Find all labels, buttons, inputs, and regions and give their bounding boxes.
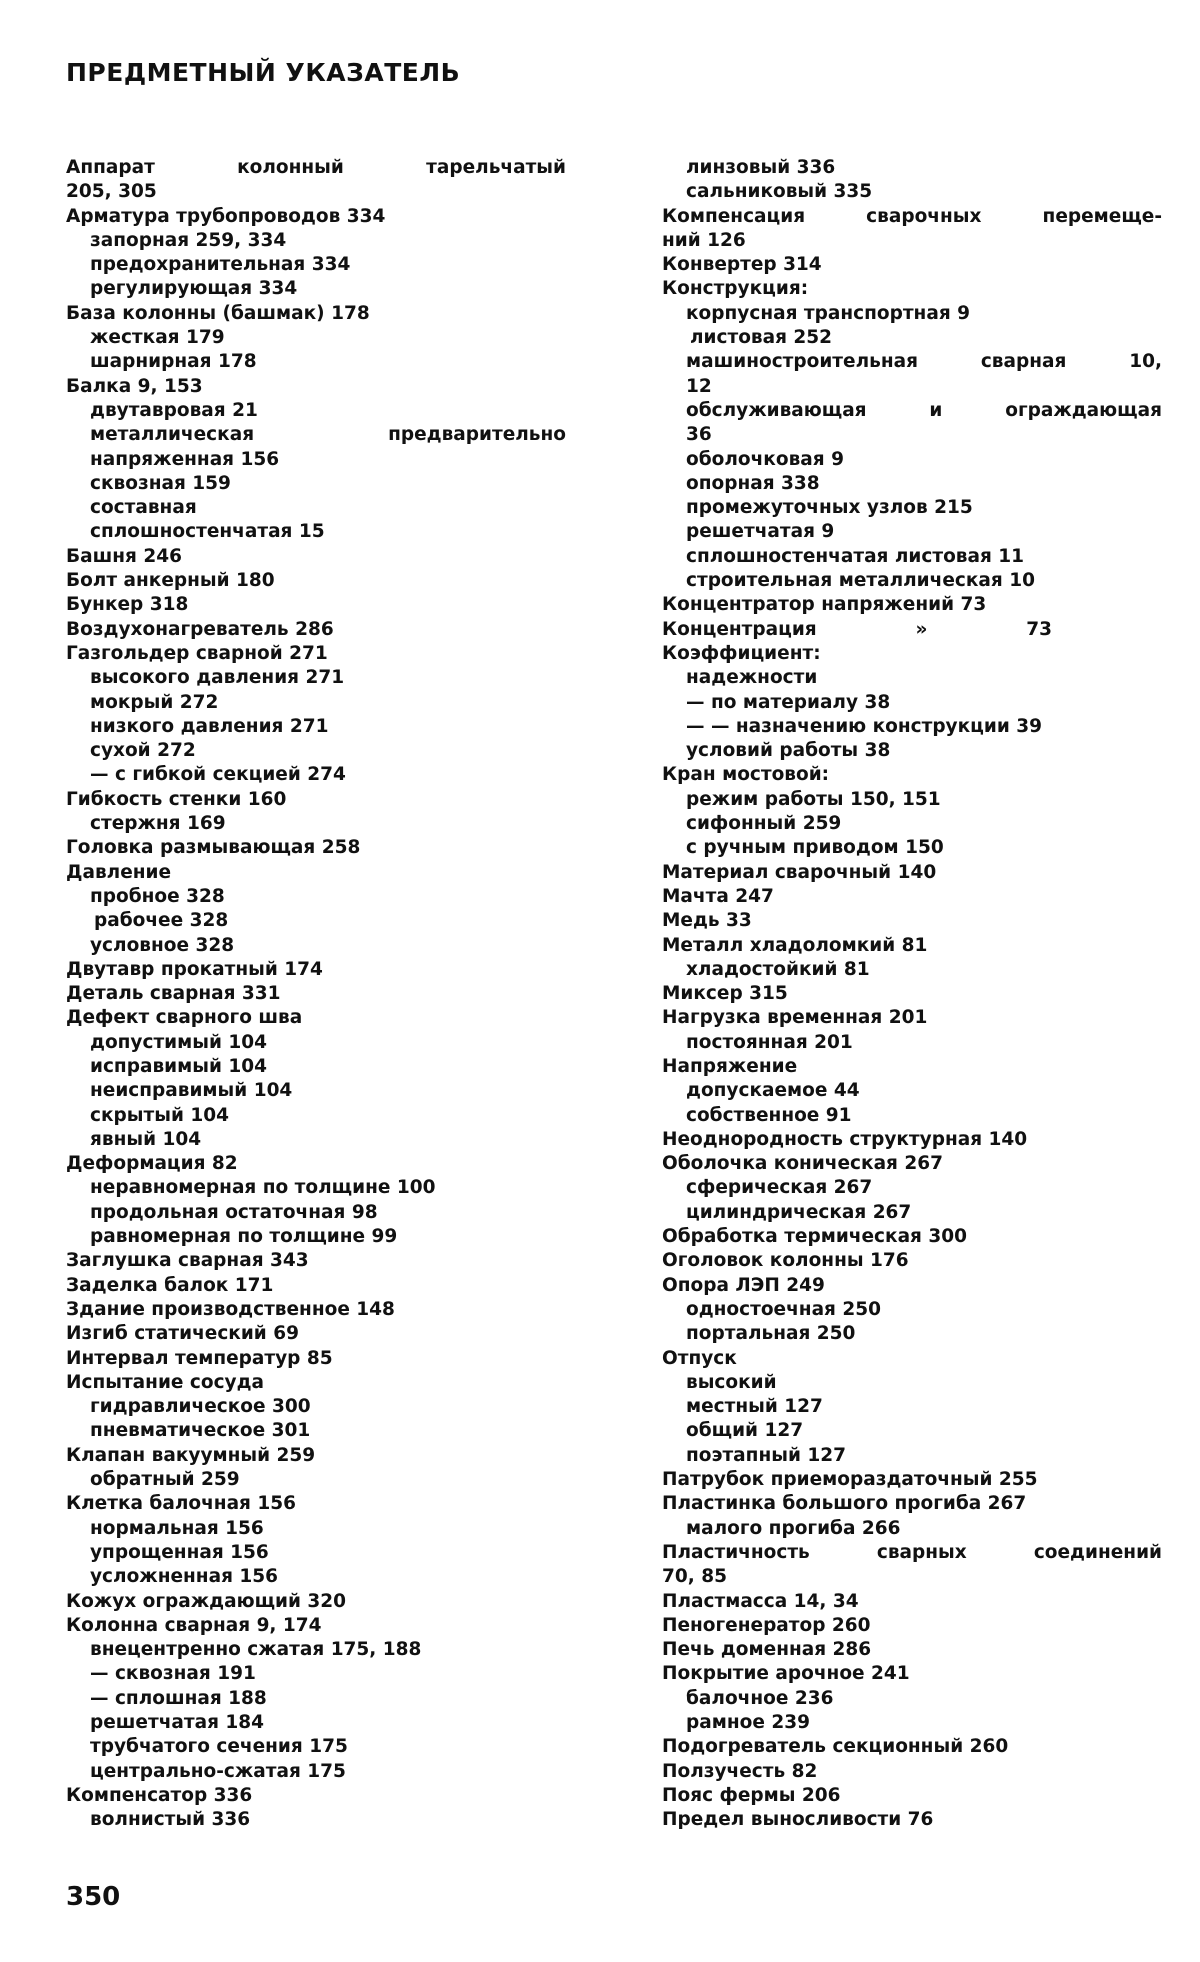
page-title: ПРЕДМЕТНЫЙ УКАЗАТЕЛЬ: [66, 58, 461, 87]
index-subentry: сплошностенчатая листовая 11: [686, 545, 1025, 567]
index-entry: Оголовок колонны 176: [662, 1250, 909, 1272]
index-entry: Пластичность сварных соединений: [662, 1541, 1162, 1563]
index-subentry: балочное 236: [686, 1687, 834, 1709]
index-subentry: сифонный 259: [686, 813, 842, 835]
index-entry: 205, 305: [66, 181, 157, 203]
index-subentry: условное 328: [90, 934, 235, 956]
index-entry: Напряжение: [662, 1055, 798, 1077]
index-subentry: допускаемое 44: [686, 1080, 860, 1102]
index-subentry: жесткая 179: [90, 327, 225, 349]
index-entry: Отпуск: [662, 1347, 737, 1369]
index-subentry: низкого давления 271: [90, 715, 329, 737]
index-entry: Газгольдер сварной 271: [66, 642, 328, 664]
index-entry: Двутавр прокатный 174: [66, 958, 323, 980]
index-entry: Клапан вакуумный 259: [66, 1444, 316, 1466]
index-entry: Аппарат колонный тарельчатый: [66, 157, 566, 178]
index-entry: Кожух ограждающий 320: [66, 1590, 347, 1612]
index-subentry: неисправимый 104: [90, 1080, 293, 1102]
index-subentry: гидравлическое 300: [90, 1396, 311, 1418]
index-subentry: опорная 338: [686, 472, 820, 494]
index-subentry: поэтапный 127: [686, 1444, 846, 1466]
index-entry: Обработка термическая 300: [662, 1226, 967, 1248]
index-subentry: шарнирная 178: [90, 351, 257, 373]
index-subentry: листовая 252: [690, 327, 833, 349]
index-subentry: стержня 169: [90, 813, 226, 835]
index-subentry: волнистый 336: [90, 1809, 251, 1831]
index-subentry: сквозная 159: [90, 472, 231, 494]
index-entry: Арматура трубопроводов 334: [66, 205, 386, 227]
index-subentry: малого прогиба 266: [686, 1517, 901, 1539]
index-subentry: неравномерная по толщине 100: [90, 1177, 436, 1199]
index-subentry: корпусная транспортная 9: [686, 302, 971, 324]
index-entry: Печь доменная 286: [662, 1639, 872, 1661]
index-subentry: хладостойкий 81: [686, 958, 870, 980]
index-subentry: равномерная по толщине 99: [90, 1226, 398, 1248]
page-number: 350: [66, 1882, 121, 1912]
index-entry: Колонна сварная 9, 174: [66, 1614, 322, 1636]
index-subentry: центрально-сжатая 175: [90, 1760, 346, 1782]
index-entry: Концентрация » 73: [662, 618, 1052, 640]
index-entry: Подогреватель секционный 260: [662, 1736, 1009, 1758]
index-entry: Гибкость стенки 160: [66, 788, 287, 810]
index-entry: Компенсатор 336: [66, 1784, 253, 1806]
index-entry: Покрытие арочное 241: [662, 1663, 910, 1685]
index-subentry: машиностроительная сварная 10,: [686, 351, 1162, 373]
index-entry: Деталь сварная 331: [66, 983, 281, 1005]
index-entry: Ползучесть 82: [662, 1760, 818, 1782]
index-entry: Интервал температур 85: [66, 1347, 333, 1369]
index-subentry: одностоечная 250: [686, 1298, 881, 1320]
index-entry: Заглушка сварная 343: [66, 1250, 309, 1272]
index-subentry: продольная остаточная 98: [90, 1201, 378, 1223]
index-subentry: оболочковая 9: [686, 448, 844, 470]
index-subentry: постоянная 201: [686, 1031, 853, 1053]
index-subentry: — сквозная 191: [90, 1663, 256, 1685]
index-entry: Конструкция:: [662, 278, 809, 300]
index-subentry: обратный 259: [90, 1469, 240, 1491]
index-entry: Концентратор напряжений 73: [662, 594, 987, 616]
index-entry: Воздухонагреватель 286: [66, 618, 334, 640]
index-subentry: надежности: [686, 667, 818, 689]
index-entry: Медь 33: [662, 910, 752, 932]
index-entry: Клетка балочная 156: [66, 1493, 296, 1515]
index-subentry: трубчатого сечения 175: [90, 1736, 348, 1758]
index-subentry: явный 104: [90, 1128, 202, 1150]
index-entry: Бункер 318: [66, 594, 189, 616]
index-subentry: — с гибкой секцией 274: [90, 764, 346, 786]
index-subentry: промежуточных узлов 215: [686, 497, 973, 519]
index-subentry: составная: [90, 497, 197, 519]
index-subentry: металлическая предварительно: [90, 424, 566, 446]
index-entry: Конвертер 314: [662, 254, 822, 276]
index-subentry: сферическая 267: [686, 1177, 873, 1199]
index-entry: Металл хладоломкий 81: [662, 934, 928, 956]
index-column-right: [662, 156, 1162, 1832]
index-subentry: с ручным приводом 150: [686, 837, 944, 859]
index-subentry: решетчатая 9: [686, 521, 835, 543]
index-subentry: строительная металлическая 10: [686, 570, 1035, 592]
index-entry: Испытание сосуда: [66, 1371, 265, 1393]
index-entry: Опора ЛЭП 249: [662, 1274, 825, 1296]
index-entry: Пеногенератор 260: [662, 1614, 871, 1636]
index-entry: Деформация 82: [66, 1153, 238, 1175]
index-entry: Пластинка большого прогиба 267: [662, 1493, 1027, 1515]
index-entry: Дефект сварного шва: [66, 1007, 303, 1029]
index-entry: Болт анкерный 180: [66, 570, 275, 592]
index-subentry: — — назначению конструкции 39: [686, 715, 1042, 737]
index-subentry: местный 127: [686, 1396, 823, 1418]
index-entry: Изгиб статический 69: [66, 1323, 299, 1345]
index-subentry: линзовый 336: [686, 157, 836, 178]
index-subentry: высокого давления 271: [90, 667, 345, 689]
index-subentry: 36: [686, 424, 712, 446]
index-subentry: регулирующая 334: [90, 278, 298, 300]
index-subentry: — по материалу 38: [686, 691, 891, 713]
index-subentry: упрощенная 156: [90, 1541, 269, 1563]
index-entry: Здание производственное 148: [66, 1298, 395, 1320]
index-subentry: нормальная 156: [90, 1517, 264, 1539]
index-subentry: сальниковый 335: [686, 181, 873, 203]
index-subentry: решетчатая 184: [90, 1712, 265, 1733]
index-subentry: запорная 259, 334: [90, 229, 287, 251]
index-subentry: портальная 250: [686, 1323, 856, 1345]
index-subentry: рамное 239: [686, 1712, 810, 1733]
index-entry: 70, 85: [662, 1566, 727, 1588]
index-entry: ний 126: [662, 229, 746, 251]
index-column-left: [66, 156, 566, 1832]
index-subentry: 12: [686, 375, 712, 397]
index-subentry: цилиндрическая 267: [686, 1201, 912, 1223]
index-entry: Оболочка коническая 267: [662, 1153, 943, 1175]
index-entry: Головка размывающая 258: [66, 837, 361, 859]
index-subentry: рабочее 328: [94, 910, 229, 932]
index-subentry: собственное 91: [686, 1104, 852, 1126]
index-entry: Неоднородность структурная 140: [662, 1128, 1028, 1150]
index-subentry: допустимый 104: [90, 1031, 268, 1053]
index-entry: Пояс фермы 206: [662, 1784, 841, 1806]
index-subentry: пневматическое 301: [90, 1420, 311, 1442]
index-entry: Миксер 315: [662, 983, 788, 1005]
index-entry: Патрубок приемораздаточный 255: [662, 1469, 1038, 1491]
index-subentry: напряженная 156: [90, 448, 280, 470]
index-entry: Балка 9, 153: [66, 375, 203, 397]
index-subentry: — сплошная 188: [90, 1687, 267, 1709]
index-subentry: пробное 328: [90, 885, 225, 907]
index-entry: Кран мостовой:: [662, 764, 830, 786]
index-entry: Давление: [66, 861, 172, 883]
index-subentry: сплошностенчатая 15: [90, 521, 325, 543]
index-subentry: усложненная 156: [90, 1566, 279, 1588]
index-subentry: предохранительная 334: [90, 254, 351, 276]
index-subentry: сухой 272: [90, 740, 196, 762]
index-entry: Пластмасса 14, 34: [662, 1590, 859, 1612]
index-subentry: обслуживающая и ограждающая: [686, 399, 1162, 421]
index-entry: Компенсация сварочных перемеще-: [662, 205, 1162, 227]
index-entry: Нагрузка временная 201: [662, 1007, 928, 1029]
index-subentry: условий работы 38: [686, 740, 891, 762]
index-entry: Коэффициент:: [662, 642, 821, 664]
index-subentry: внецентренно сжатая 175, 188: [90, 1639, 422, 1661]
index-subentry: режим работы 150, 151: [686, 788, 941, 810]
index-subentry: скрытый 104: [90, 1104, 229, 1126]
index-subentry: двутавровая 21: [90, 399, 258, 421]
index-entry: Мачта 247: [662, 885, 774, 907]
index-subentry: мокрый 272: [90, 691, 219, 713]
index-entry: База колонны (башмак) 178: [66, 302, 370, 324]
index-subentry: высокий: [686, 1371, 777, 1393]
index-entry: Заделка балок 171: [66, 1274, 274, 1296]
index-entry: Материал сварочный 140: [662, 861, 937, 883]
index-subentry: общий 127: [686, 1420, 804, 1442]
index-entry: Предел выносливости 76: [662, 1809, 934, 1831]
index-entry: Башня 246: [66, 545, 182, 567]
index-subentry: исправимый 104: [90, 1055, 267, 1077]
